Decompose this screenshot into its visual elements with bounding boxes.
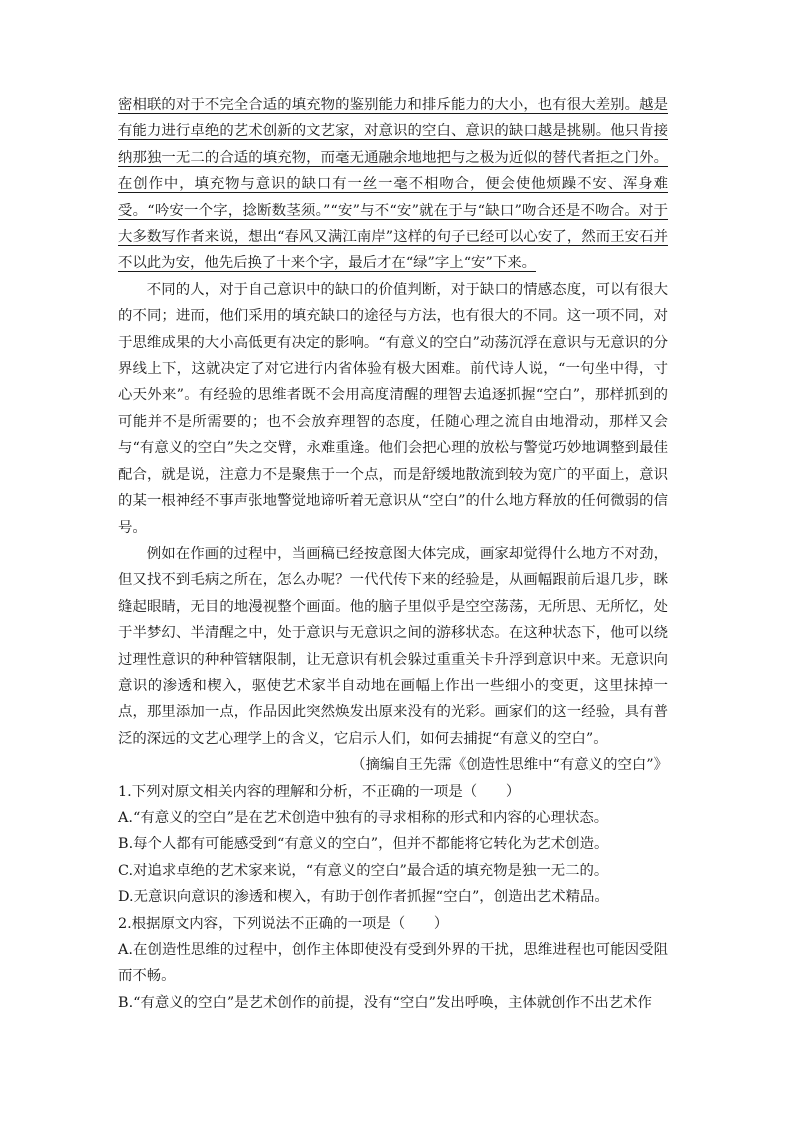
question-2-option-b: B.“有意义的空白”是艺术创作的前提，没有“空白”发出呼唤，主体就创作不出艺术作 (118, 994, 652, 1011)
question-2-title: 2.根据原文内容，下列说法不正确的一项是（ ） (118, 915, 449, 932)
passage-paragraph-3: 例如在作画的过程中，当画稿已经按意图大体完成，画家却觉得什么地方不对劲，但又找不到毛病之所在，怎么办呢？一代代传下来的经验是，从画幅跟前后退几步，眯缝起眼睛，无目的地漫视整个画面。他的脑子里似乎是空空荡荡，无所思、无所忆，处于半梦幻、半清醒之中，处于意识与无意识之间的游移状态。在这种状态下，他可以绕过理性意识的种种管辖限制，让无意识有机会躲过重重关卡升浮到意识中来。无意识向意识的渗透和楔入，驱使艺术家半自动地在画幅上作出一些细小的变更，这里抹掉一点，那里添加一点，作品因此突然焕发出原来没有的光彩。画家们的这一经验，具有普泛的深远的文艺心理学上的含义，它启示人们，如何去捕捉“有意义的空白”。 (118, 545, 668, 747)
question-1-option-b: B.每个人都有可能感受到“有意义的空白”，但并不都能将它转化为艺术创造。 (118, 836, 609, 853)
passage-paragraph-2: 不同的人，对于自己意识中的缺口的价值判断，对于缺口的情感态度，可以有很大的不同；进而，他们采用的填充缺口的途径与方法，也有很大的不同。这一项不同，对于思维成果的大小高低更有决定的影响。“有意义的空白”动荡沉浮在意识与无意识的分界线上下，这就决定了对它进行内省体验有极大困难。前代诗人说，“一句坐中得，寸心天外来”。有经验的思维者既不会用高度清醒的理智去追逐抓握“空白”，那样抓到的可能并不是所需要的；也不会放弃理智的态度，任随心理之流自由地滑动，那样又会与“有意义的空白”失之交臂，永难重逢。他们会把心理的放松与警觉巧妙地调整到最佳配合，就是说，注意力不是聚焦于一个点，而是舒缓地散流到较为宽广的平面上，意识的某一根神经不事声张地警觉地谛听着无意识从“空白”的什么地方释放的任何微弱的信号。 (118, 281, 668, 536)
question-1 (118, 779, 668, 911)
passage-paragraph-underlined: 密相联的对于不完全合适的填充物的鉴别能力和排斥能力的大小，也有很大差别。越是有能力进行卓绝的艺术创新的文艺家，对意识的空白、意识的缺口越是挑剔。他只肯接纳那独一无二的合适的填充物，而毫无通融余地地把与之极为近似的替代者拒之门外。在创作中，填充物与意识的缺口有一丝一毫不相吻合，便会使他烦躁不安、浑身难受。“吟安一个字，捻断数茎须。”“安”与不“安”就在于与“缺口”吻合还是不吻合。对于大多数写作者来说，想出“春风又满江南岸”这样的句子已经可以心安了，然而王安石并不以此为安，他先后换了十来个字，最后才在“绿”字上“安”下来。 (118, 97, 668, 272)
question-1-option-d: D.无意识向意识的渗透和楔入，有助于创作者抓握“空白”，创造出艺术精品。 (118, 889, 609, 906)
question-1-option-c: C.对追求卓绝的艺术家来说，“有意义的空白”最合适的填充物是独一无二的。 (118, 862, 609, 879)
question-2 (118, 911, 668, 1017)
question-1-option-a: A.“有意义的空白”是在艺术创造中独有的寻求相称的形式和内容的心理状态。 (118, 809, 609, 826)
document-page (118, 92, 668, 1016)
question-2-option-a: A.在创造性思维的过程中，创作主体即使没有受到外界的干扰，思维进程也可能因受阻而不畅。 (118, 942, 668, 985)
question-1-title: 1.下列对原文相关内容的理解和分析，不正确的一项是（ ） (118, 783, 521, 800)
passage-source: （摘编自王先霈《创造性思维中“有意义的空白”》 (351, 757, 668, 774)
